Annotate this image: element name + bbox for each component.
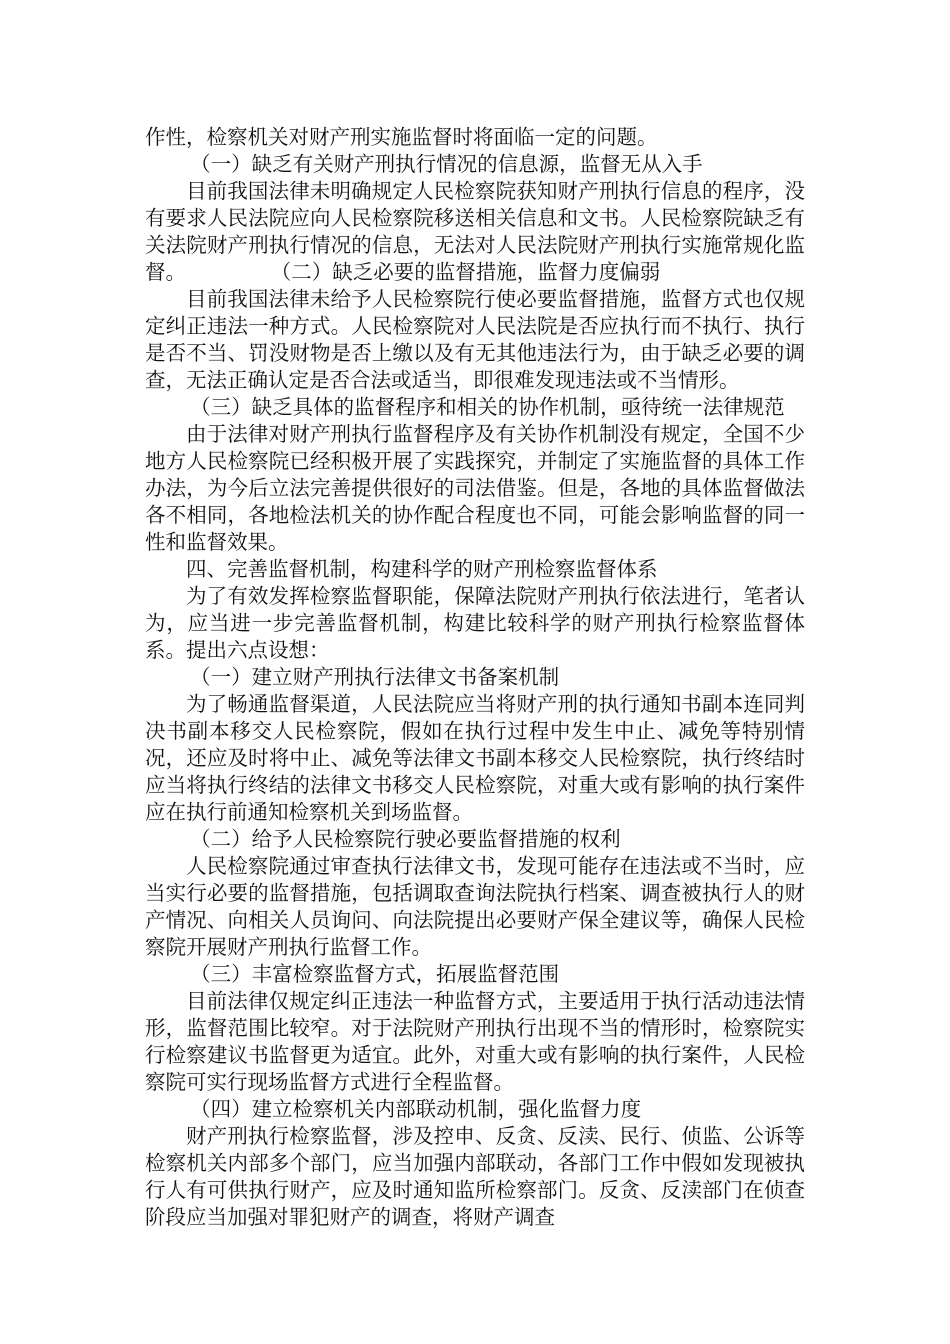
body-paragraph: 财产刑执行检察监督，涉及控申、反贪、反渎、民行、侦监、公诉等检察机关内部多个部门，应当加强内部联动，各部门工作中假如发现被执行人有可供执行财产，应及时通知监所检察部门。反贪、反渎部门在侦查阶段应当加强对罪犯财产的调查，将财产调查 [145, 1124, 805, 1229]
body-paragraph: 目前我国法律未给予人民检察院行使必要监督措施，监督方式也仅规定纠正违法一种方式。人民检察院对人民法院是否应执行而不执行、执行是否不当、罚没财物是否上缴以及有无其他违法行为，由于缺乏必要的调查，无法正确认定是否合法或适当，即很难发现违法或不当情形。 [145, 287, 805, 392]
section-heading: （三）丰富检察监督方式，拓展监督范围 [190, 962, 560, 986]
body-paragraph: 为了畅通监督渠道，人民法院应当将财产刑的执行通知书副本连同判决书副本移交人民检察院，假如在执行过程中发生中止、减免等特别情况，还应及时将中止、减免等法律文书副本移交人民检察院，执行终结时应当将执行终结的法律文书移交人民检察院，对重大或有影响的执行案件应在执行前通知检察机关到场监督。 [145, 692, 805, 824]
paragraph-continuation: 作性，检察机关对财产刑实施监督时将面临一定的问题。 [145, 125, 658, 149]
chapter-heading: 四、完善监督机制，构建科学的财产刑检察监督体系 [186, 557, 658, 581]
section-heading: （四）建立检察机关内部联动机制，强化监督力度 [190, 1097, 642, 1121]
body-paragraph: 由于法律对财产刑执行监督程序及有关协作机制没有规定，全国不少地方人民检察院已经积极开展了实践探究，并制定了实施监督的具体工作办法，为今后立法完善提供很好的司法借鉴。但是，各地的具体监督做法各不相同，各地检法机关的协作配合程度也不同，可能会影响监督的同一性和监督效果。 [145, 422, 805, 554]
document-page [145, 124, 805, 1231]
section-heading: （一）缺乏有关财产刑执行情况的信息源，监督无从入手 [190, 152, 703, 176]
section-heading: （三）缺乏具体的监督程序和相关的协作机制，亟待统一法律规范 [190, 395, 785, 419]
section-heading: （二）给予人民检察院行驶必要监督措施的权利 [190, 827, 621, 851]
body-paragraph: 目前法律仅规定纠正违法一种监督方式，主要适用于执行活动违法情形，监督范围比较窄。对于法院财产刑执行出现不当的情形时，检察院实行检察建议书监督更为适宜。此外，对重大或有影响的执行案件，人民检察院可实行现场监督方式进行全程监督。 [145, 989, 805, 1094]
body-paragraph: 为了有效发挥检察监督职能，保障法院财产刑执行依法进行，笔者认为，应当进一步完善监督机制，构建比较科学的财产刑执行检察监督体系。提出六点设想： [145, 584, 805, 662]
body-paragraph: 人民检察院通过审查执行法律文书，发现可能存在违法或不当时，应当实行必要的监督措施，包括调取查询法院执行档案、调查被执行人的财产情况、向相关人员询问、向法院提出必要财产保全建议等，确保人民检察院开展财产刑执行监督工作。 [145, 854, 805, 959]
body-paragraph: 目前我国法律未明确规定人民检察院获知财产刑执行信息的程序，没有要求人民法院应向人民检察院移送相关信息和文书。人民检察院缺乏有关法院财产刑执行情况的信息，无法对人民法院财产刑执行实施常规化监督。 （二）缺乏必要的监督措施，监督力度偏弱 [145, 179, 805, 284]
section-heading: （一）建立财产刑执行法律文书备案机制 [190, 665, 560, 689]
